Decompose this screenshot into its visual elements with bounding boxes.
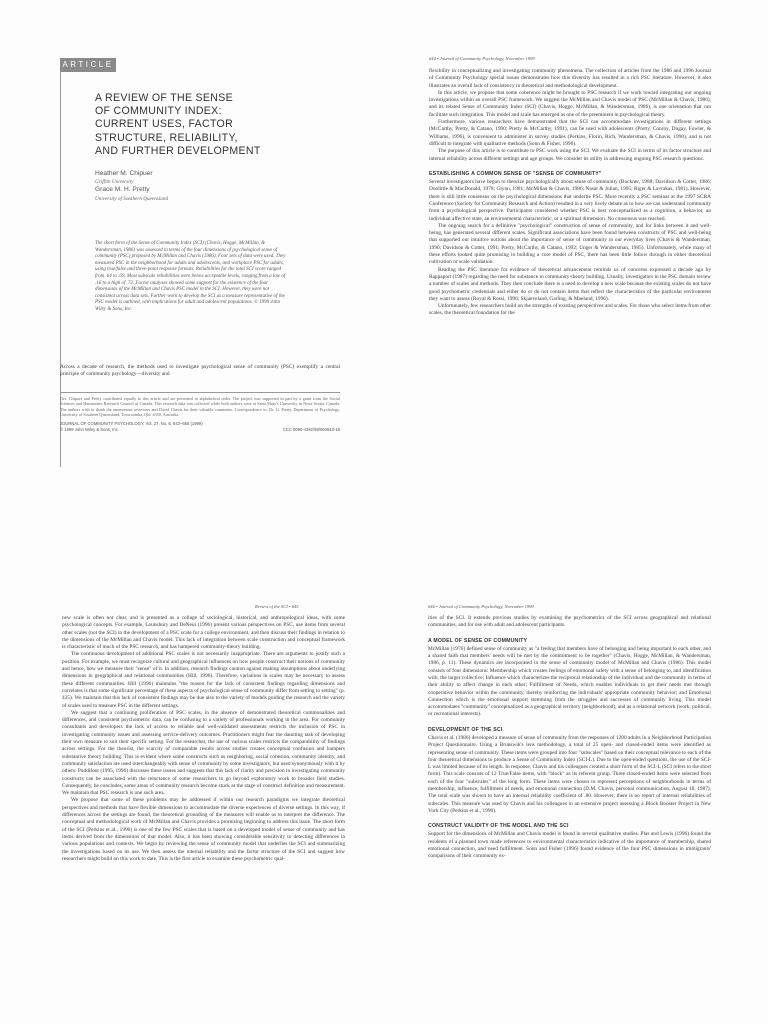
- paragraph: McMillan (1976) defined sense of community as "a feeling that members have of belonging and being important to each other, and a shared faith that members' needs will be met by the commitment to be together" (Chavis, Hogge, McMillan, & Wandersman, 1986, p. 11). These dynamics are incorporated in the sense of community model of McMillan and Chavis (1986). This model consists of four dimensions: Membership which creates feelings of emotional safety with a sense of belonging to, and identification with, the larger collective; Influence which characterizes the reciprocal relationship of the individual and the community in terms of their ability to affect change in each other; Fulfillment of Needs, which enables individuals to get their needs met through cooperative behavior within the community, thereby reinforcing the individuals' appropriate community behavior; and Emotional Connection which is the emotional support stemming from the struggles and successes of community living. This model accommodates "community" conceptualized as a geographical territory (neighborhood), and as a relational network (work, political, or recreational interests).: [428, 645, 711, 718]
- journal-info: [60, 421, 340, 432]
- article-title: [95, 92, 335, 158]
- journal-citation: JOURNAL OF COMMUNITY PSYCHOLOGY, Vol. 27, No. 6, 643–658 (1999): [60, 421, 203, 426]
- footnote-rule: [60, 392, 340, 393]
- paragraph: Unfortunately, few researchers build on the strengths of existing perspectives and scales. For those who select items from other scales, the theoretical foundation for the: [429, 303, 711, 317]
- author-block: [95, 170, 295, 203]
- paragraph: Chavis et al. (1986) developed a measure of sense of community from the responses of 1200 adults in a Neighborhood Participation Project Questionnaire. Using a Brunswik's lens methodology, a total of 25 open- and closed-ended items were identified as representing sense of community. These items were grouped into four "subscales" based on their conceptual relevance to each of the four theoretical dimensions to produce a Sense of Community Index (SCI-L). Due to the open-ended questions, the use of the SCI-L was limited because of its length. In response, Chavis and his colleagues created a short form of the SCI-L (SCI refers to the short form). This scale consists of 12 True/False items, with "block" as its referent group. Three closed-ended items were selected from each of the four "subscales" of the long form. These items were chosen to represent perceptions of neighborhoods in terms of membership, influence, fulfillment of needs, and emotional connection (D.M. Chavis, personal communication, August 18, 1987). The total scale was shown to have an internal reliability coefficient of .80. However, there is no report of internal reliabilities of subscales. This measure was used by Chavis and his colleagues in an extensive project assessing a Block Booster Project in New York City (Perkins et al., 1990).: [428, 734, 711, 814]
- section-heading: DEVELOPMENT OF THE SCI: [428, 726, 503, 733]
- title-line: AND FURTHER DEVELOPMENT: [95, 144, 261, 157]
- body-text: [429, 68, 711, 318]
- running-head: 646 • Journal of Community Psychology, November 1999: [428, 604, 534, 609]
- page-644: [384, 0, 768, 512]
- section-heading: ESTABLISHING A COMMON SENSE OF "SENSE OF COMMUNITY": [429, 170, 602, 177]
- title-line: CURRENT USES, FACTOR: [95, 118, 234, 131]
- title-line: STRUCTURE, RELIABILITY,: [95, 131, 238, 144]
- paragraph: Support for the dimensions of McMillan and Chavis model is found in several qualitative studies. Plas and Lewis (1996) found the residents of a planned town made references to environmental characteristics indicative of the importance of membership, shared emotional connection, and need fulfillment. Sonn and Fisher (1996) found evidence of the four PSC dimensions in immigrants' comparisons of their community ex-: [428, 831, 711, 860]
- title-line: A REVIEW OF THE SENSE: [95, 92, 233, 104]
- ccc-code: CCC 0090-4392/99/060643-16: [282, 426, 340, 432]
- paragraph: In this article, we propose that some coherence might be brought to PSC research if we work toward integrating our ongoing investigations within an overall PSC framework. We suggest the McMillan and Chavis model of PSC (McMillan & Chavis, 1986), and its related Sense of Community Index (SCI) (Chavis, Hogge, McMillan, & Wandersman, 1986), is one orientation that can facilitate such integration. This model and scale has emerged as one of the preeminent in psychological theory.: [429, 89, 711, 118]
- author-affiliation: Griffith University: [95, 179, 134, 186]
- paragraph: flexibility in conceptualizing and investigating community phenomena. The collection of articles from the 1986 and 1996 Journal of Community Psychology special issues demonstrates how this diversity has resulted in a rich PSC literature. However, it also illustrates an overall lack of consistency in theoretical and methodological development.: [429, 68, 711, 89]
- author-affiliation: University of Southern Queensland: [95, 195, 169, 202]
- paragraph: The continuous development of additional PSC scales is not necessarily inappropriate. There are arguments to justify such a position. For example, we must recognize cultural and geographical influences on how people construct their notions of community and hence, how we measure their "sense" of it. In addition, research findings caution against making assumptions about underlying dimensions in geographical and relational communities (Hill, 1996). Therefore, variations in scales may be necessary to assess these different communities. Hill (1996) maintains "the reason for the lack of consistent findings regarding dimensions and correlates is that some significant percentage of these aspects of psychological sense of community differ from setting to setting" (p. 435). We maintain that this lack of consistent findings may be due also to the variety of models guiding the research and the variety of scales used to measure PSC in the different settings.: [62, 651, 345, 709]
- running-head: 644 • Journal of Community Psychology, November 1999: [429, 56, 535, 61]
- paragraph: Reading the PSC literature for evidence of theoretical advancement reminds us of concerns expressed a decade ago by Rappaport (1987) regarding the need for substance in community-theory building. Usually, investigators in the PSC domain review a number of scales and methods. They then conclude there is a need to develop a new scale because the existing scales do not have good psychometric credentials and either do or do not contain items that reflect the characteristics of the particular environment they want to assess (Royal & Rossi, 1996; Skjaeveland, Garling, & Maeland, 1996).: [429, 266, 711, 302]
- paragraph: We propose that some of these problems may be addressed if within our research paradigms we integrate theoretical perspectives and methods that have flexible dimensions to accommodate the diverse experiences of diverse settings. In this way, if differences across the settings are found, the theoretical grounding of the measures will enable us to interpret the difference. The conceptual and methodological work of McMillan and Chavis provides a promising beginning to address this issue. The short form of the SCI (Perkins et al., 1990) is one of the few PSC scales that is based on a developed model of sense of community and has items derived from the dimensions of that model. Also, it has been showing considerable sensitivity to detecting differences in various populations and contexts. We begin by reviewing the sense of community model that underlies the SCI and summarizing the investigations based on its use. We then assess the internal reliability and the factor structure of the SCI and suggest how researchers might build on this work to date. This is the first article to examine these psychometric qual-: [62, 797, 345, 862]
- copyright-line: © 1999 John Wiley & Sons, Inc.: [60, 426, 119, 432]
- body-text: [62, 615, 345, 863]
- abstract: The short form of the Sense of Community Index (SCI) (Chavis, Hogge, McMillan, & Wandersman, 1986) was assessed in terms of the four dimensions of psychological sense of community (PSC) proposed by McMillan and Chavis (1986). Four sets of data were used. They measured PSC in the neighborhood for adults and adolescents, and workplace PSC for adults, using true/false and three-point response formats. Reliabilities for the total SCI score ranged from .64 to .69. Most subscale reliabilities were below acceptable levels, ranging from a low of .16 to a high of .72. Factor analyses showed some support for the existence of the four dimensions of the McMillan and Chavis PSC model in the SCI. However, they were not consistent across data sets. Further work to develop the SCI as a measure representative of the PSC model is outlined, with implications for adult and adolescent populations. © 1999 John Wiley & Sons, Inc.: [95, 241, 286, 312]
- paragraph: The ongoing search for a definitive "psychological" construction of sense of community, and for links between it and well-being, has generated several different scales. Significant associations have been found between constructs of PSC and well-being that supported our intuitive notions about the importance of sense of community in our everyday lives (Chavis & Wandersman, 1990; Davidson & Cotter, 1991; Pretty, McCarthy, & Catano, 1992; Unger & Wandersman, 1985). Unfortunately, while many of these efforts looked quite promising in building a core model of PSC, there has been little follow through in either theoretical cultivation or scale validation.: [429, 222, 711, 266]
- paragraph: We suggest that a continuing proliferation of PSC scales, in the absence of demonstrated theoretical commonalities and differences, and consistent psychometric data, can be confusing to a variety of professionals working in the area. For community consultants and developers the lack of access to reliable and well-validated assessments restricts the inclusion of PSC in investigating community issues and assessing service-delivery outcomes. Practitioners might fear the daunting task of developing their own measure to suit their specific setting. For the researcher, the use of various scales restricts the comparability of findings across settings. For the theorist, the scarcity of comparable results across studies creates conceptual confusion and hampers substantive theory building. This is evident where some constructs such as neighboring, social cohesion, community identity, and community satisfaction are used interchangeably with sense of community by some investigators, but used synonymously with it by others. Puddifoot (1995, 1996) discusses these issues and suggests that this lack of clarity and precision in investigating community constructs can be associated with the reluctance of some researchers to go beyond exploratory work to broader field studies. Consequently, he concludes, some areas of community research become stuck at the stage of construct definition and measurement. We maintain that PSC research is one such area.: [62, 709, 345, 797]
- paragraph: ities of the SCI. It extends previous studies by examining the psychometrics of the SCI across geographical and relational communities, and for use with adult and adolescent participants.: [428, 615, 711, 629]
- paragraph: Several investigators have begun to theorize psychologically about sense of community (Buckner, 1988; Davidson & Cotter, 1986; Doolittle & MacDonald, 1978; Glynn, 1981; McMillan & Chavis, 1986; Nasar & Julian, 1995; Riger & Lavrakas, 1981). However, there is still little consensus on the psychological dimensions that underlie PSC. More recently a PSC seminar at the 1997 SCRA Conference (Society for Community Research and Action) resulted in a very lively debate as to how we can understand community from a psychological perspective. Participants considered whether PSC is best conceptualized as a cognition, a behavior, an individual affective state, an environmental characteristic, or a spiritual dimension. No consensus was reached.: [429, 179, 711, 222]
- page-643: [0, 0, 384, 512]
- author-footnote: Drs. Chipuer and Pretty contributed equally to this article and are presented in alphabetical order. The project was supported in part by a grant from the Social Sciences and Humanities Research Council of Canada. This research data was collected while both authors were at Saint Mary's University in Nova Scotia, Canada. The authors wish to thank the anonymous reviewers and David Chavis for their valuable comments. Correspondence to: Dr. G. Pretty, Department of Psychology, University of Southern Queensland, Toowoomba, Qld. 4350, Australia.: [60, 396, 340, 418]
- paragraph: The purpose of this article is to contribute to PSC work using the SCI. We evaluate the SCI in terms of its factor structure and internal reliability across different settings and age groups. We consider its utility in addressing ongoing PSC research questions.: [429, 148, 711, 162]
- title-line: OF COMMUNITY INDEX:: [95, 105, 222, 118]
- paragraph: Furthermore, various researchers have demonstrated that the SCI can accommodate investigations in different settings (McCarthy, Pretty, & Catano, 1990; Pretty & McCarthy, 1991), can be used with adolescents (Pretty, Conroy, Dugay, Fowler, & Williams, 1996), is convenient to administer in survey studies (Perkins, Florin, Rich, Wandersman, & Chavis, 1990), and is not difficult to integrate with qualitative methods (Sonn & Fisher, 1996).: [429, 119, 711, 147]
- author-name: Grace M. H. Pretty: [95, 186, 150, 194]
- intro-paragraph: [60, 364, 340, 379]
- body-text: [428, 615, 711, 861]
- article-label: ARTICLE: [60, 58, 116, 72]
- paragraph: Across a decade of research, the methods used to investigate psychological sense of community (PSC) exemplify a central principle of community psychology—diversity and: [60, 364, 340, 378]
- section-heading: A MODEL OF SENSE OF COMMUNITY: [428, 637, 528, 644]
- paragraph: new scale is often not clear, and is presented as a collage of sociological, historical, and anthropological ideas, with some psychological concepts. For example, Lounsbury and DeNeui (1996) present various perspectives on PSC, use items from several other scales (not the SCI) in the development of a PSC scale for a college environment, and then discuss their findings in relation to the dimensions of the McMillan and Chavis model. This lack of integration between scale construction and conceptual framework is characteristic of much of the PSC research, and has hampered community-theory building.: [62, 615, 345, 651]
- author-name: Heather M. Chipuer: [95, 170, 153, 177]
- section-heading: CONSTRUCT VALIDITY OF THE MODEL AND THE SCI: [428, 823, 569, 830]
- running-head: Review of the SCI • 645: [255, 604, 299, 609]
